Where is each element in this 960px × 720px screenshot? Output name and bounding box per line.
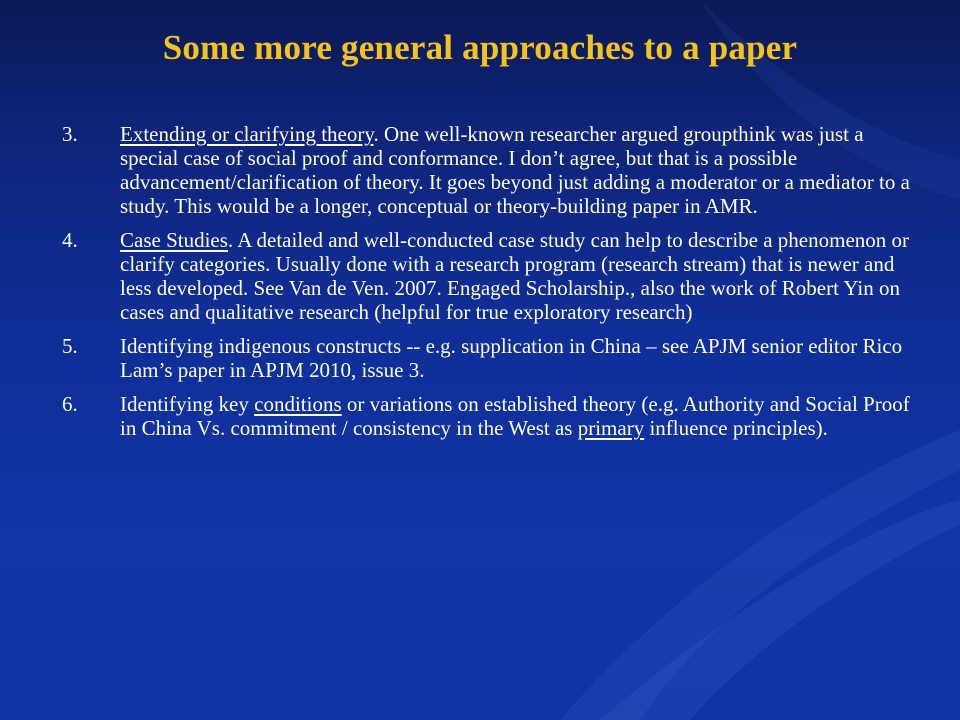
- list-item-lead: Extending or clarifying theory: [120, 122, 374, 146]
- list-item-rest: . A detailed and well-conducted case study can help to describe a phenomenon or clarify categories. Usually done with a research program (research stream) that is newer and less developed. See Van de Ven. 2007. Engaged Scholarship., also the work of Robert Yin on cases and qualitative research (helpful for true exploratory research): [120, 228, 910, 324]
- list-item-underlined: conditions: [254, 392, 342, 416]
- list-item-underlined: primary: [577, 416, 645, 440]
- list-item-number: 3.: [62, 122, 78, 146]
- list-item-part: Identifying key: [120, 392, 255, 416]
- list-item: [62, 334, 922, 382]
- list-item-part: influence principles).: [644, 416, 828, 440]
- list-item-lead: Case Studies: [120, 228, 228, 252]
- list-item-rest: . One well-known researcher argued groupthink was just a special case of social proof and conformance. I don’t agree, but that is a possible advancement/clarification of theory. It goes beyond just adding a moderator or a mediator to a study. This would be a longer, conceptual or theory-building paper in AMR.: [120, 122, 910, 218]
- list-item-text: [120, 228, 922, 324]
- numbered-list: [62, 122, 922, 450]
- list-item-text: Identifying indigenous constructs -- e.g. supplication in China – see APJM senior editor Rico Lam’s paper in APJM 2010, issue 3.: [120, 334, 903, 382]
- list-item-part: or variations on established theory (e.g. Authority and Social Proof in China Vs. commitment / consistency in the West as: [120, 392, 910, 440]
- list-item-text: [120, 122, 922, 218]
- slide-title: Some more general approaches to a paper: [162, 28, 798, 67]
- list-item: [62, 122, 922, 218]
- list-item-number: 4.: [62, 228, 78, 252]
- list-item-number: 5.: [62, 334, 78, 358]
- list-item-number: 6.: [62, 392, 78, 416]
- list-item-text: [120, 392, 922, 440]
- list-item: [62, 392, 922, 440]
- list-item: [62, 228, 922, 324]
